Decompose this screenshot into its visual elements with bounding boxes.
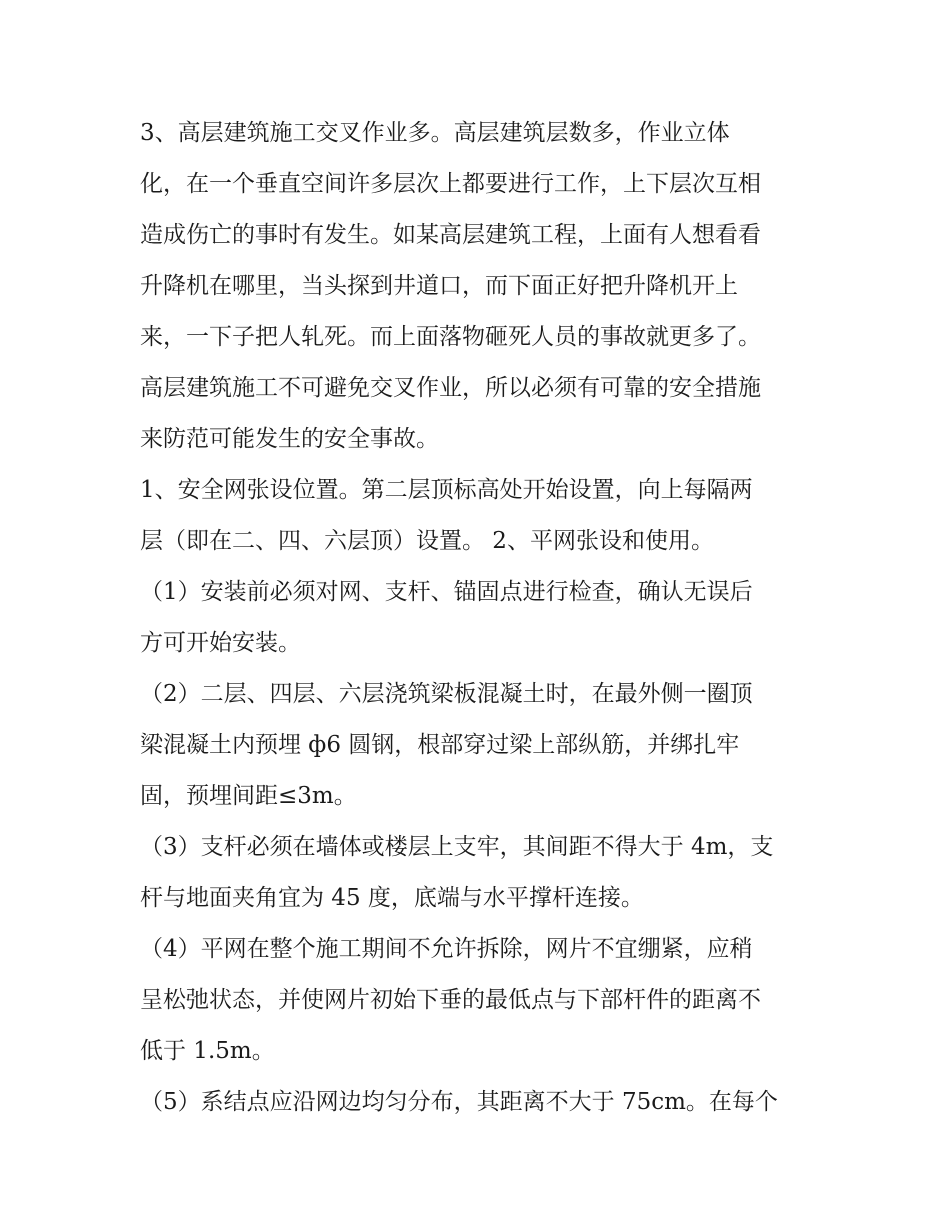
text-line: 低于 1.5m。: [140, 1038, 275, 1064]
text-line: 层（即在二、四、六层顶）设置。 2、平网张设和使用。: [140, 528, 714, 554]
text-line: 呈松弛状态，并使网片初始下垂的最低点与下部杆件的距离不: [140, 987, 761, 1013]
text-line: （2）二层、四层、六层浇筑梁板混凝土时，在最外侧一圈顶: [140, 681, 753, 707]
text-line: （4）平网在整个施工期间不允许拆除，网片不宜绷紧，应稍: [140, 936, 753, 962]
text-line: 化，在一个垂直空间许多层次上都要进行工作，上下层次互相: [140, 171, 761, 197]
text-line: 方可开始安装。: [140, 630, 301, 656]
text-line: 杆与地面夹角宜为 45 度，底端与水平撑杆连接。: [140, 885, 644, 911]
text-line: 高层建筑施工不可避免交叉作业，所以必须有可靠的安全措施: [140, 375, 761, 401]
text-line: 3、高层建筑施工交叉作业多。高层建筑层数多，作业立体: [140, 120, 730, 146]
text-line: （1）安装前必须对网、支杆、锚固点进行检查，确认无误后: [140, 579, 753, 605]
text-line: 升降机在哪里，当头探到井道口，而下面正好把升降机开上: [140, 273, 738, 299]
text-line: 1、安全网张设位置。第二层顶标高处开始设置，向上每隔两: [140, 477, 753, 503]
text-line: 固，预埋间距≤3m。: [140, 783, 357, 809]
text-line: （5）系结点应沿网边均匀分布，其距离不大于 75cm。在每个: [140, 1089, 778, 1115]
text-line: 造成伤亡的事时有发生。如某高层建筑工程，上面有人想看看: [140, 222, 761, 248]
body-text: [140, 108, 815, 1128]
text-line: 来防范可能发生的安全事故。: [140, 426, 439, 452]
text-line: 梁混凝土内预埋 ф6 圆钢，根部穿过梁上部纵筋，并绑扎牢: [140, 732, 740, 758]
text-line: 来，一下子把人轧死。而上面落物砸死人员的事故就更多了。: [140, 324, 761, 350]
text-line: （3）支杆必须在墙体或楼层上支牢，其间距不得大于 4m，支: [140, 834, 774, 860]
